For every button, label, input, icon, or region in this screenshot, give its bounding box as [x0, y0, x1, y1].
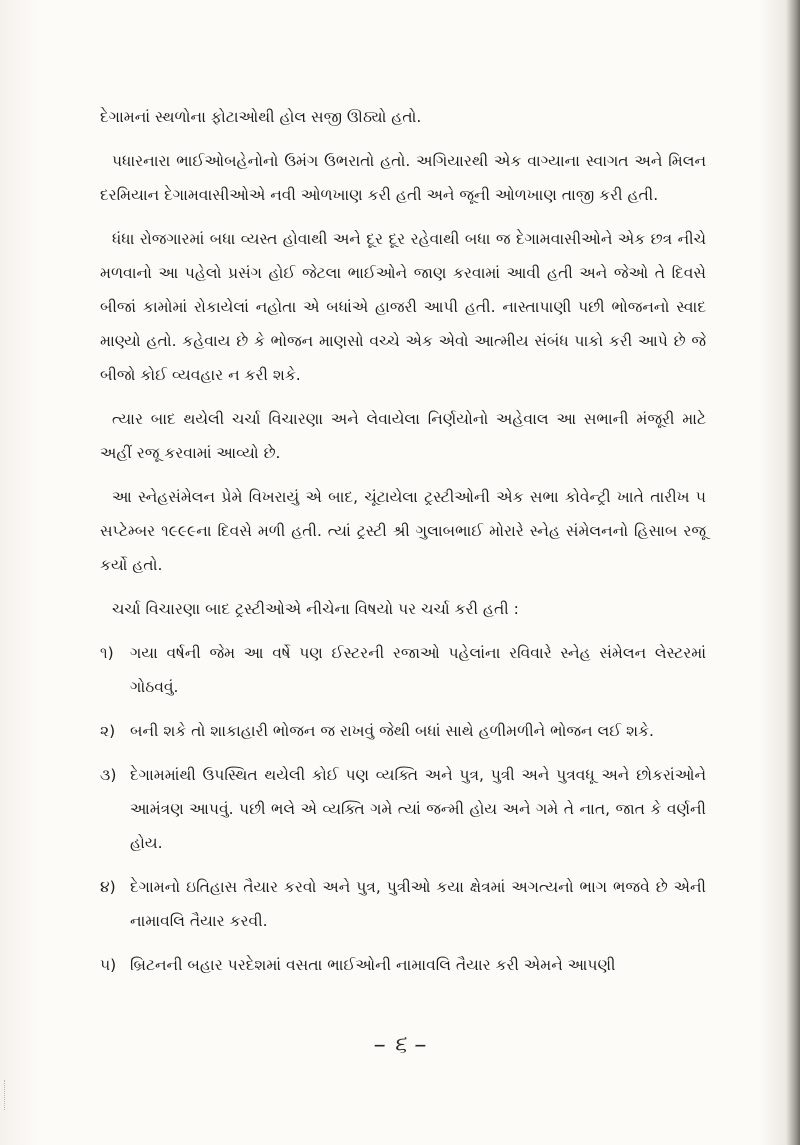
list-item-number: ૧) [100, 644, 114, 662]
margin-mark [4, 1080, 15, 1110]
list-item-text: બ્રિટનની બહાર પરદેશમાં વસતા ભાઈઓની નામાવલિ તૈયાર કરી એમને આપણી [130, 956, 616, 974]
paragraph-2: પધારનારા ભાઈઓબહેનોનો ઉમંગ ઉભરાતો હતો. અગિયારથી એક વાગ્યાના સ્વાગત અને મિલન દરમિયાન દેગામવાસીઓએ નવી ઓળખાણ કરી હતી અને જૂની ઓળખાણ તાજી કરી હતી. [100, 152, 706, 204]
list-item-text: દેગામમાંથી ઉપસ્થિત થયેલી કોઈ પણ વ્યક્તિ અને પુત્ર, પુત્રી અને પુત્રવધૂ અને છોકરાંઓને આમંત્રણ આપવું. પછી ભલે એ વ્યક્તિ ગમે ત્યાં જન્મી હોય અને ગમે તે નાત, જાત કે વર્ણની હોય. [130, 766, 706, 852]
paragraph-6: ચર્ચા વિચારણા બાદ ટ્રસ્ટીઓએ નીચેના વિષયો પર ચર્ચા કરી હતી : [112, 600, 519, 618]
paragraph-4: ત્યાર બાદ થયેલી ચર્ચા વિચારણા અને લેવાયેલા નિર્ણયોનો અહેવાલ આ સભાની મંજૂરી માટે અહીં રજૂ કરવામાં આવ્યો છે. [100, 410, 706, 462]
list-item-text: બની શકે તો શાકાહારી ભોજન જ રાખવું જેથી બધાં સાથે હળીમળીને ભોજન લઈ શકે. [130, 722, 654, 740]
paragraph-5: આ સ્નેહસંમેલન પ્રેમે વિખરાયું એ બાદ, ચૂંટાયેલા ટ્રસ્ટીઓની એક સભા કોવેન્ટ્રી ખાતે તારીખ ૫ સપ્ટેમ્બર ૧૯૯૯ના દિવસે મળી હતી. ત્યાં ટ્રસ્ટી શ્રી ગુલાબભાઈ મોરારે સ્નેહ સંમેલનનો હિસાબ રજૂ કર્યો હતો. [100, 488, 706, 574]
list-item-number: ૫) [100, 956, 117, 974]
list-item-number: ૩) [100, 766, 117, 784]
paragraph-3: ધંધા રોજગારમાં બધા વ્યસ્ત હોવાથી અને દૂર દૂર રહેવાથી બધા જ દેગામવાસીઓને એક છત્ર નીચે મળવાનો આ પહેલો પ્રસંગ હોઈ જેટલા ભાઈઓને જાણ કરવામાં આવી હતી અને જેઓ તે દિવસે બીજાં કામોમાં રોકાયેલાં નહોતા એ બધાંએ હાજરી આપી હતી. નાસ્તાપાણી પછી ભોજનનો સ્વાદ માણ્યો હતો. કહેવાય છે કે ભોજન માણસો વચ્ચે એક એવો આત્મીય સંબંધ પાકો કરી આપે છે જે બીજો કોઈ વ્યવહાર ન કરી શકે. [100, 230, 706, 384]
list-item [100, 870, 706, 938]
list-item-number: ૨) [100, 722, 116, 740]
paragraph-1: દેગામનાં સ્થળોના ફોટાઓથી હોલ સજી ઊઠ્યો હતો. [100, 108, 422, 126]
list-item [100, 948, 706, 982]
numbered-list [100, 636, 706, 982]
page-content [100, 100, 706, 992]
list-item [100, 758, 706, 860]
list-item [100, 714, 706, 748]
list-item-text: ગયા વર્ષની જેમ આ વર્ષે પણ ઈસ્ટરની રજાઓ પહેલાંના રવિવારે સ્નેહ સંમેલન લેસ્ટરમાં ગોઠવવું. [130, 644, 706, 696]
page-number: – ૬ – [373, 1030, 427, 1058]
list-item [100, 636, 706, 704]
list-item-text: દેગામનો ઇતિહાસ તૈયાર કરવો અને પુત્ર, પુત્રીઓ કયા ક્ષેત્રમાં અગત્યનો ભાગ ભજવે છે એની નામાવલિ તૈયાર કરવી. [130, 878, 706, 930]
list-item-number: ૪) [100, 878, 116, 896]
